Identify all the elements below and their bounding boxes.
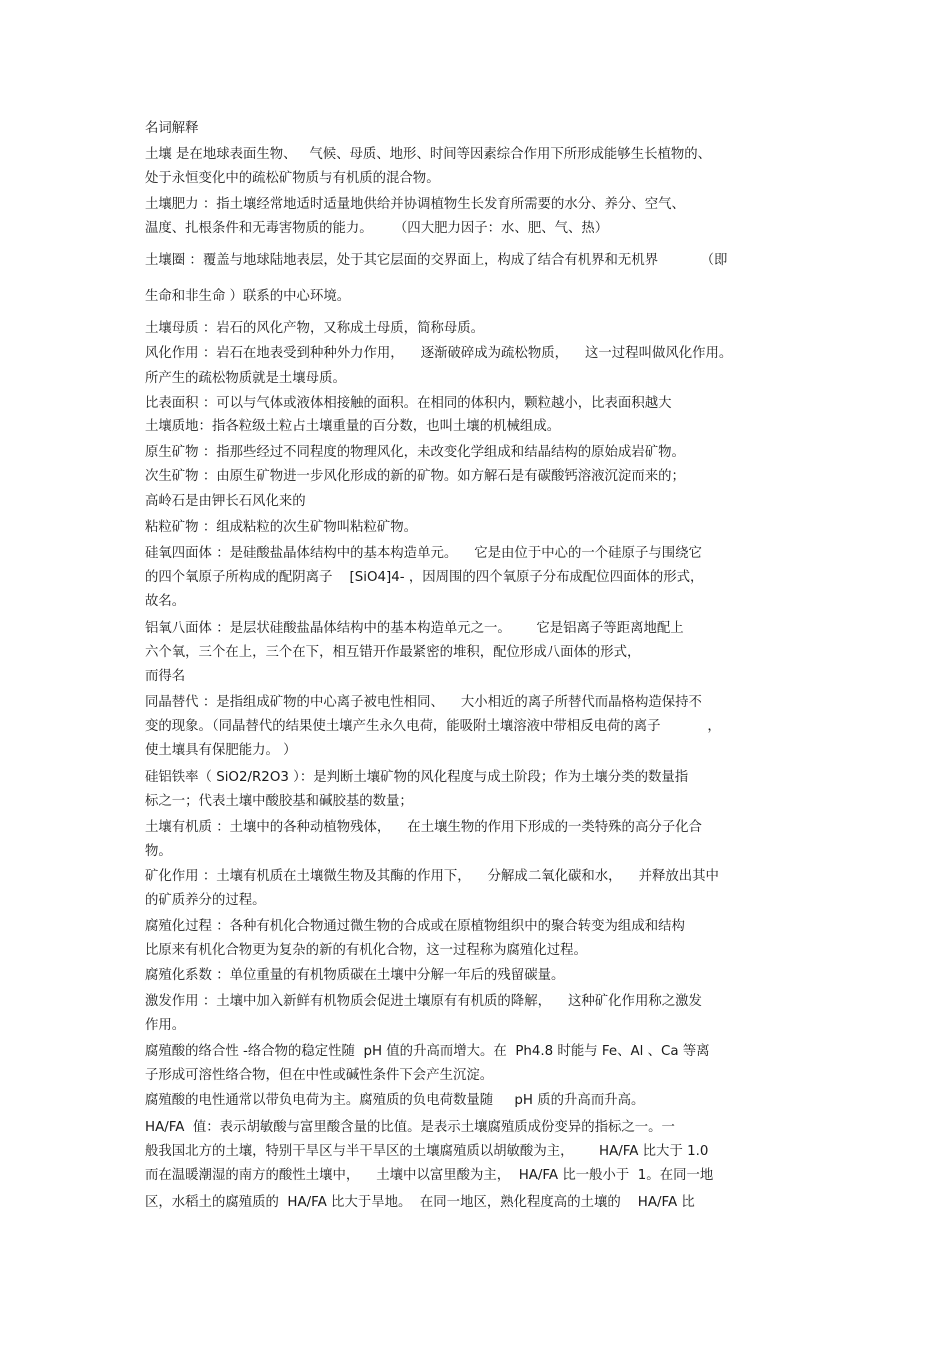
doc-line: 故名。 <box>145 594 186 609</box>
doc-line: 腐殖酸的络合性 -络合物的稳定性随 pH 值的升高而增大。在 Ph4.8 时能与 Fe、Al 、Ca 等离 <box>145 1044 710 1059</box>
doc-line: 风化作用 ：岩石在地表受到种种外力作用， 逐渐破碎成为疏松物质， 这一过程叫做风化作用。 <box>145 346 733 361</box>
doc-line: 处于永恒变化中的疏松矿物质与有机质的混合物。 <box>145 171 440 186</box>
doc-line: 而得名 <box>145 669 186 684</box>
doc-line: 标之一；代表土壤中酸胶基和碱胶基的数量； <box>145 794 413 809</box>
doc-line: 同晶替代 ：是指组成矿物的中心离子被电性相同、 大小相近的离子所替代而晶格构造保持不 <box>145 695 702 710</box>
doc-line: 粘粒矿物 ：组成粘粒的次生矿物叫粘粒矿物。 <box>145 520 418 535</box>
doc-line: 般我国北方的土壤，特别干旱区与半干旱区的土壤腐殖质以胡敏酸为主， HA/FA 比大于 1.0 <box>145 1144 709 1159</box>
doc-line: 六个氧，三个在上，三个在下，相互错开作最紧密的堆积，配位形成八面体的形式， <box>145 645 641 660</box>
doc-line: 温度、扎根条件和无毒害物质的能力。 （四大肥力因子：水、肥、气、热） <box>145 221 609 236</box>
doc-line: 使土壤具有保肥能力。 ） <box>145 743 297 758</box>
doc-line: 的四个氧原子所构成的配阴离子 [SiO4]4- ，因周围的四个氧原子分布成配位四面体的形式， <box>145 570 704 585</box>
doc-line: 土壤有机质 ：土壤中的各种动植物残体， 在土壤生物的作用下形成的一类特殊的高分子化合 <box>145 820 702 835</box>
doc-line: 土壤 是在地球表面生物、 气候、母质、地形、时间等因素综合作用下所形成能够生长植物的、 <box>145 147 712 162</box>
doc-line: 腐殖酸的电性通常以带负电荷为主。腐殖质的负电荷数量随 pH 质的升高而升高。 <box>145 1093 645 1108</box>
doc-line: 土壤质地：指各粒级土粒占土壤重量的百分数，也叫土壤的机械组成。 <box>145 419 561 434</box>
doc-line: 土壤肥力 ：指土壤经常地适时适量地供给并协调植物生长发育所需要的水分、养分、空气、 <box>145 197 685 212</box>
doc-line: 铝氧八面体 ：是层状硅酸盐晶体结构中的基本构造单元之一。 它是铝离子等距离地配上 <box>145 621 684 636</box>
doc-line: 土壤圈 ：覆盖与地球陆地表层，处于其它层面的交界面上，构成了结合有机界和无机界 （即 <box>145 253 728 268</box>
doc-line: 激发作用 ：土壤中加入新鲜有机物质会促进土壤原有有机质的降解， 这种矿化作用称之激发 <box>145 994 702 1009</box>
doc-line: 名词解释 <box>145 121 199 136</box>
doc-line: 生命和非生命 ）联系的中心环境。 <box>145 289 351 304</box>
doc-line: 高岭石是由钾长石风化来的 <box>145 494 306 509</box>
doc-line: 变的现象。（同晶替代的结果使土壤产生永久电荷，能吸附土壤溶液中带相反电荷的离子 ， <box>145 719 721 734</box>
doc-line: 的矿质养分的过程。 <box>145 893 266 908</box>
doc-line: 比原来有机化合物更为复杂的新的有机化合物，这一过程称为腐殖化过程。 <box>145 943 587 958</box>
doc-line: 土壤母质 ：岩石的风化产物，又称成土母质，简称母质。 <box>145 321 485 336</box>
doc-line: 子形成可溶性络合物，但在中性或碱性条件下会产生沉淀。 <box>145 1068 494 1083</box>
doc-line: 而在温暖潮湿的南方的酸性土壤中， 土壤中以富里酸为主， HA/FA 比一般小于 1。在同一地 <box>145 1168 714 1183</box>
doc-line: 区，水稻土的腐殖质的 HA/FA 比大于旱地。 在同一地区，熟化程度高的土壤的 HA/FA 比 <box>145 1195 695 1210</box>
doc-line: 物。 <box>145 844 172 859</box>
doc-line: 比表面积 ：可以与气体或液体相接触的面积。在相同的体积内，颗粒越小，比表面积越大 <box>145 396 672 411</box>
doc-line: 硅氧四面体 ：是硅酸盐晶体结构中的基本构造单元。 它是由位于中心的一个硅原子与围绕它 <box>145 546 702 561</box>
doc-line: 作用。 <box>145 1018 186 1033</box>
doc-line: 次生矿物 ：由原生矿物进一步风化形成的新的矿物。如方解石是有碳酸钙溶液沉淀而来的； <box>145 469 685 484</box>
doc-line: 所产生的疏松物质就是土壤母质。 <box>145 371 346 386</box>
doc-line: 原生矿物 ：指那些经过不同程度的物理风化，未改变化学组成和结晶结构的原始成岩矿物。 <box>145 445 685 460</box>
doc-line: 硅铝铁率（ SiO2/R2O3 ）：是判断土壤矿物的风化程度与成土阶段；作为土壤分类的数量指 <box>145 770 689 785</box>
doc-line: 腐殖化过程 ：各种有机化合物通过微生物的合成或在原植物组织中的聚合转变为组成和结构 <box>145 919 685 934</box>
doc-line: 矿化作用 ：土壤有机质在土壤微生物及其酶的作用下， 分解成二氧化碳和水， 并释放出其中 <box>145 869 719 884</box>
doc-line: HA/FA 值：表示胡敏酸与富里酸含量的比值。是表示土壤腐殖质成份变异的指标之一。一 <box>145 1120 675 1135</box>
doc-line: 腐殖化系数 ：单位重量的有机物质碳在土壤中分解一年后的残留碳量。 <box>145 968 565 983</box>
